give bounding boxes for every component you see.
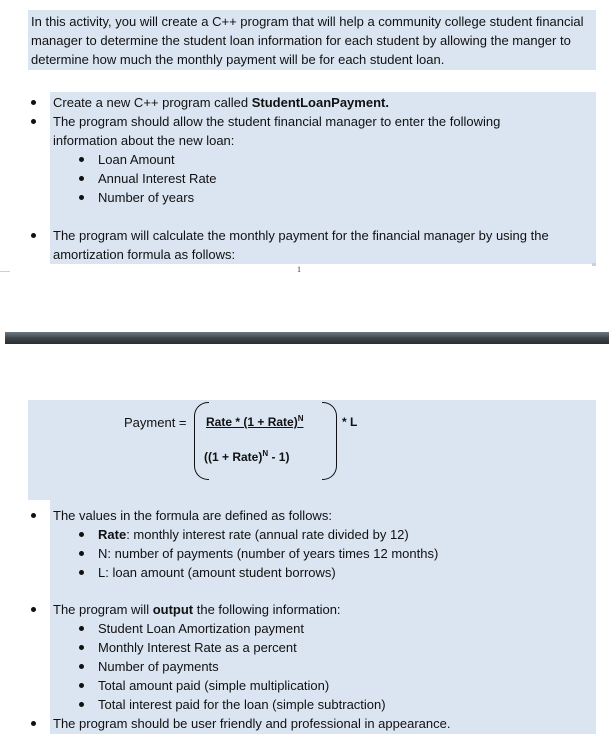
input-item: Number of years bbox=[98, 190, 195, 205]
bullet-create-program bbox=[53, 93, 389, 112]
bullet-calc-line1: The program will calculate the monthly payment for the financial manager by using the bbox=[53, 228, 549, 243]
page-separator bbox=[5, 332, 609, 344]
bullet-dot bbox=[79, 702, 84, 707]
output-item: Student Loan Amortization payment bbox=[98, 621, 304, 636]
bullet-dot bbox=[79, 195, 84, 200]
bullet-allow-line2: information about the new loan: bbox=[53, 133, 235, 148]
bullet-allow-line1: The program should allow the student financial manager to enter the following bbox=[53, 114, 501, 129]
intro-paragraph: In this activity, you will create a C++ program that will help a community college student financial manager to determine the student loan information for each student by allowing the manger to determine how much the monthly payment will be for each student loan. bbox=[31, 14, 584, 67]
right-parenthesis bbox=[322, 402, 337, 480]
bullet-calc-line2: amortization formula as follows: bbox=[53, 247, 236, 262]
formula-denominator: ((1 + Rate)$^N$ - 1) bbox=[204, 449, 290, 464]
input-item: Annual Interest Rate bbox=[98, 171, 217, 186]
page-edge-mark bbox=[0, 271, 10, 272]
bullet-dot bbox=[31, 233, 36, 238]
bullet-dot bbox=[79, 176, 84, 181]
bullet-dot bbox=[79, 626, 84, 631]
formula-numerator: Rate * (1 + Rate)$^N$ bbox=[206, 414, 304, 429]
input-item: Loan Amount bbox=[98, 152, 175, 167]
amortization-formula bbox=[124, 402, 364, 478]
program-name: StudentLoanPayment. bbox=[251, 95, 389, 110]
output-item: Total amount paid (simple multiplication) bbox=[98, 678, 330, 693]
left-parenthesis bbox=[194, 402, 209, 480]
bullet-dot bbox=[31, 119, 36, 124]
formula-multiplier: * L bbox=[342, 415, 358, 429]
bullet-dot bbox=[79, 570, 84, 575]
definition-n: N: number of payments (number of years times 12 months) bbox=[98, 546, 439, 561]
create-prefix: Create a new C++ program called bbox=[53, 95, 252, 110]
output-item: Monthly Interest Rate as a percent bbox=[98, 640, 297, 655]
definitions-heading: The values in the formula are defined as follows: bbox=[53, 508, 332, 523]
bullet-dot bbox=[31, 607, 36, 612]
bullet-user-friendly: The program should be user friendly and professional in appearance. bbox=[53, 716, 451, 731]
page-edge-mark bbox=[592, 263, 596, 266]
output-heading: The program will output the following information: bbox=[53, 602, 341, 617]
bullet-dot bbox=[31, 513, 36, 518]
output-item: Number of payments bbox=[98, 659, 219, 674]
formula-label: Payment = bbox=[124, 415, 187, 430]
bullet-dot bbox=[79, 157, 84, 162]
bullet-dot bbox=[79, 683, 84, 688]
page-number: 1 bbox=[297, 265, 301, 274]
bullet-dot bbox=[31, 721, 36, 726]
bullet-dot bbox=[79, 664, 84, 669]
definition-rate: Rate: monthly interest rate (annual rate divided by 12) bbox=[98, 527, 409, 542]
bullet-dot bbox=[79, 645, 84, 650]
output-item: Total interest paid for the loan (simple subtraction) bbox=[98, 697, 386, 712]
bullet-dot bbox=[79, 532, 84, 537]
definition-l: L: loan amount (amount student borrows) bbox=[98, 565, 336, 580]
bullet-dot bbox=[79, 551, 84, 556]
bullet-dot bbox=[31, 100, 36, 105]
